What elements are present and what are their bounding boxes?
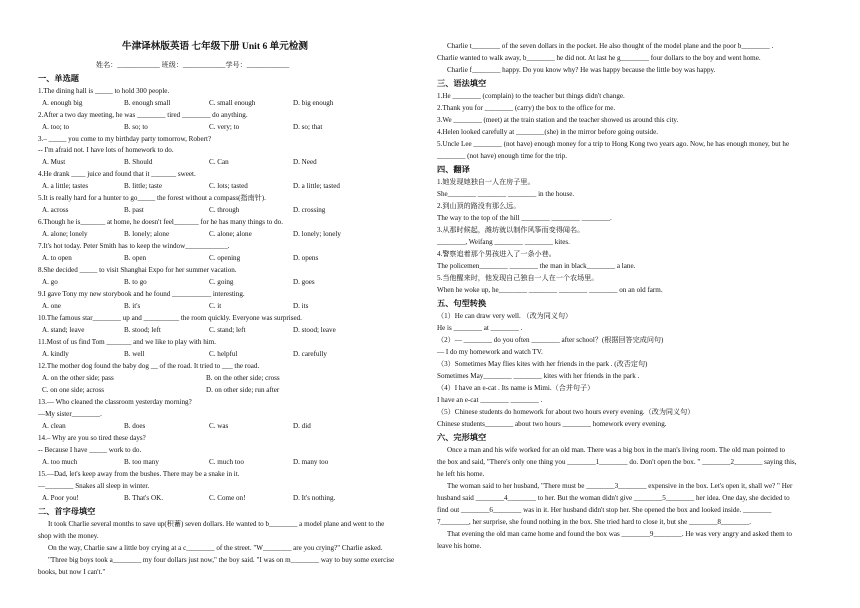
option-d: D. crossing — [293, 206, 326, 214]
question-7: 7.It's hot today. Peter Smith has to keep the window____________. — [38, 242, 230, 250]
option-b: B. open — [124, 254, 147, 262]
option-a: A. across — [42, 206, 69, 214]
option-c: C. opening — [209, 254, 241, 262]
option-b: B. That's OK. — [124, 494, 163, 502]
option-a: A. one — [42, 302, 61, 310]
option-d: D. carefully — [293, 350, 327, 358]
option-d: D. on other side; run after — [206, 386, 280, 394]
cloze-line: Once a man and his wife worked for an old man. There was a big box in the man's living room. The old man pointed to — [447, 446, 786, 454]
question-15: 15.—Dad, let's keep away from the bushes. There may be a snake in it. — [38, 470, 240, 478]
option-b: B. on the other side; cross — [206, 374, 280, 382]
cloze-line: 7________, her surprise, she found nothing in the box. She tried hard to close it, but she ________8________. — [437, 518, 752, 526]
cloze-line: husband said ________4________ to her. But the woman didn't give ________5________ her idea. One day, she decided to — [437, 494, 790, 502]
option-a: A. a little; tastes — [42, 182, 89, 190]
option-b: B. enough small — [124, 99, 171, 107]
question-13-reply: —My sister________. — [38, 410, 102, 418]
question-2: 2.After a two day meeting, he was ________ tired ________ do anything. — [38, 111, 248, 119]
option-a: A. Must — [42, 158, 66, 166]
question-11: 11.Most of us find Tom _______ and we like to play with him. — [38, 338, 217, 346]
option-b: B. little; taste — [124, 182, 163, 190]
option-a: A. too; to — [42, 123, 69, 131]
option-d: D. many too — [293, 458, 329, 466]
option-c: C. was — [209, 422, 229, 430]
option-b: B. stood; left — [124, 326, 161, 334]
question-6: 6.Though he is_______ at home, he doesn't feel_______ for he has many things to do. — [38, 218, 283, 226]
option-d: D. Need — [293, 158, 317, 166]
grammar-item-5: 5.Uncle Lee ________ (not have) enough money for a trip to Hong Kong two years ago. Now, he has enough money, but he — [437, 140, 790, 148]
question-10: 10.The famous star________ up and __________ the room quickly. Everyone was surprised. — [38, 314, 302, 322]
option-d: D. a little; tasted — [293, 182, 340, 190]
transform-prompt-1: （1）He can draw very well. （改为同义句） — [437, 312, 573, 320]
section-heading-5: 五、句型转换 — [437, 299, 487, 308]
option-b: B. well — [124, 350, 145, 358]
option-a: A. clean — [42, 422, 66, 430]
option-c: C. stand; left — [209, 326, 246, 334]
option-a: A. too much — [42, 458, 78, 466]
question-8: 8.She decided _____ to visit Shanghai Expo for her summer vacation. — [38, 266, 237, 274]
grammar-item-4: 4.Helen looked carefully at ________(she) in the mirror before going outside. — [437, 128, 659, 136]
option-b: B. to go — [124, 278, 147, 286]
translation-prompt-4: 4.警察追着那个男孩进入了一条小巷。 — [437, 250, 556, 258]
passage-line: Charlie wanted to walk away, b________ he did not. At last he g________ four dollars to the boy and went home. — [437, 54, 761, 62]
question-12: 12.The mother dog found the baby dog __ of the road. It tried to ___ the road. — [38, 362, 260, 370]
passage-line: Charlie t________ of the seven dollars in the pocket. He also thought of the model plane and the poor b________ . — [447, 42, 774, 50]
option-c: C. alone; alone — [209, 230, 252, 238]
grammar-item-5-cont: ________ (not have) enough time for the trip. — [437, 152, 568, 160]
option-b: B. so; to — [124, 123, 148, 131]
option-c: C. through — [209, 206, 240, 214]
cloze-line: The woman said to her husband, "There must be ________3________ expensive in the box. Let's open it, shall we? " Her — [447, 482, 793, 490]
option-b: B. too many — [124, 458, 159, 466]
option-b: B. does — [124, 422, 146, 430]
option-a: A. Poor you! — [42, 494, 79, 502]
question-9: 9.I gave Tony my new storybook and he found ___________ interesting. — [38, 290, 245, 298]
option-d: D. so; that — [293, 123, 323, 131]
option-b: B. Should — [124, 158, 153, 166]
option-d: D. goes — [293, 278, 315, 286]
section-heading-4: 四、翻译 — [437, 165, 470, 174]
option-d: D. stood; leave — [293, 326, 336, 334]
translation-prompt-3: 3.从那时候起，潍坊就以制作风筝而变得闻名。 — [437, 226, 585, 234]
passage-line: books, but now I can't." — [38, 568, 106, 576]
transform-answer-2: — I do my homework and watch TV. — [437, 348, 543, 356]
option-b: B. lonely; alone — [124, 230, 170, 238]
option-c: C. it — [209, 302, 222, 310]
section-heading-3: 三、语法填空 — [437, 79, 487, 88]
transform-answer-5: Chinese students________ about two hours ________ homework every evening. — [437, 420, 667, 428]
translation-answer-2: The way to the top of the hill ________ ________ ________. — [437, 214, 612, 222]
translation-prompt-1: 1.她发现她独自一人在房子里。 — [437, 178, 535, 186]
transform-answer-4: I have an e-cat ________ ________ . — [437, 396, 543, 404]
option-d: D. It's nothing. — [293, 494, 336, 502]
passage-line: It took Charlie several months to save up(积蓄) seven dollars. He wanted to b________ a model plane and went to the — [48, 520, 385, 528]
question-1: 1.The dining hall is _____ to hold 300 people. — [38, 87, 170, 95]
option-b: B. past — [124, 206, 144, 214]
option-c: C. going — [209, 278, 234, 286]
question-13: 13.— Who cleaned the classroom yesterday morning? — [38, 398, 192, 406]
question-3: 3.– _____ you come to my birthday party tomorrow, Robert? — [38, 135, 212, 143]
passage-line: Charlie f________ happy. Do you know why? He was happy because the little boy was happy. — [447, 66, 716, 74]
option-c: C. very; to — [209, 123, 240, 131]
translation-answer-4: The policemen________ ________ the man in black________ a lane. — [437, 262, 636, 270]
option-c: C. Come on! — [209, 494, 246, 502]
page-title: 牛津译林版英语 七年级下册 Unit 6 单元检测 — [122, 41, 309, 52]
grammar-item-2: 2.Thank you for ________ (carry) the box to the office for me. — [437, 104, 616, 112]
translation-prompt-5: 5.当他醒来时，他发现自己独自一人在一个农场里。 — [437, 274, 599, 282]
option-a: A. to open — [42, 254, 72, 262]
option-a: A. stand; leave — [42, 326, 85, 334]
cloze-line: find out ________6________ was in it. Her husband didn't stop her. She opened the box and looked inside. ________ — [437, 506, 772, 514]
passage-line: shop with the money. — [38, 532, 99, 540]
question-4: 4.He drank ____ juice and found that it _______ sweet. — [38, 170, 196, 178]
cloze-line: leave his home. — [437, 542, 482, 550]
option-b: B. it's — [124, 302, 141, 310]
option-d: D. its — [293, 302, 309, 310]
translation-answer-1: She________ ________ ________ in the house. — [437, 190, 575, 198]
question-15-reply: —________ Snakes all sleep in winter. — [38, 482, 150, 490]
question-5: 5.It is really hard for a hunter to go_____ the forest without a compass(指南针). — [38, 194, 266, 202]
option-c: C. lots; tasted — [209, 182, 248, 190]
transform-answer-1: He is ________ at ________ . — [437, 324, 523, 332]
option-c: C. Can — [209, 158, 229, 166]
student-info-line: 姓名：____________ 班级：____________学号：____________ — [96, 61, 290, 69]
question-14: 14.– Why are you so tired these days? — [38, 434, 146, 442]
grammar-item-1: 1.He ________ (complain) to the teacher but things didn't change. — [437, 92, 625, 100]
transform-prompt-3: （3）Sometimes May flies kites with her friends in the park . (改否定句) — [437, 360, 648, 368]
option-d: D. big enough — [293, 99, 334, 107]
section-heading-6: 六、完形填空 — [437, 433, 487, 442]
cloze-line: That evening the old man came home and found the box was ________9________. He was very angry and asked them to — [447, 530, 792, 538]
option-c: C. small enough — [209, 99, 256, 107]
option-c: C. helpful — [209, 350, 238, 358]
section-heading-2: 二、首字母填空 — [38, 507, 96, 516]
option-a: A. kindly — [42, 350, 69, 358]
option-c: C. on one side; across — [42, 386, 105, 394]
transform-answer-3: Sometimes May________ ________ kites with her friends in the park . — [437, 372, 640, 380]
cloze-line: he left his home. — [437, 470, 485, 478]
translation-answer-3: ________, Weifang ________ ________ kites. — [437, 238, 570, 246]
question-14-reply: -- Because I have _____ work to do. — [38, 446, 142, 454]
passage-line: "Three big boys took a________ my four dollars just now," the boy said. "I was on m________ way to buy some exercise — [48, 556, 395, 564]
option-a: A. go — [42, 278, 58, 286]
option-a: A. alone; lonely — [42, 230, 88, 238]
question-3-reply: -- I'm afraid not. I have lots of homework to do. — [38, 146, 174, 154]
translation-prompt-2: 2.到山顶的路没有那么远。 — [437, 202, 521, 210]
option-d: D. did — [293, 422, 311, 430]
option-d: D. opens — [293, 254, 319, 262]
transform-prompt-4: （4）I have an e-cat . Its name is Mimi.（合并句子） — [437, 384, 595, 392]
transform-prompt-5: （5）Chinese students do homework for about two hours every evening.（改为同义句） — [437, 408, 695, 416]
option-d: D. lonely; lonely — [293, 230, 341, 238]
grammar-item-3: 3.We ________ (meet) at the train station and the teacher showed us around this city. — [437, 116, 679, 124]
option-a: A. enough big — [42, 99, 83, 107]
transform-prompt-2: （2）— ________ do you often ________ after school？(根据回答完成问句) — [437, 336, 664, 344]
translation-answer-5: When he woke up, he________ ________ ________ ________ on an old farm. — [437, 286, 663, 294]
passage-line: On the way, Charlie saw a little boy crying at a c________ of the street. "W________ are you crying?" Charlie asked. — [48, 544, 383, 552]
cloze-line: the box and said, "There's only one thing you ________1________ do. Don't open the box. " ________2________ saying this, — [437, 458, 797, 466]
option-c: C. much too — [209, 458, 244, 466]
section-heading-1: 一、单选题 — [38, 74, 79, 83]
option-a: A. on the other side; pass — [42, 374, 114, 382]
